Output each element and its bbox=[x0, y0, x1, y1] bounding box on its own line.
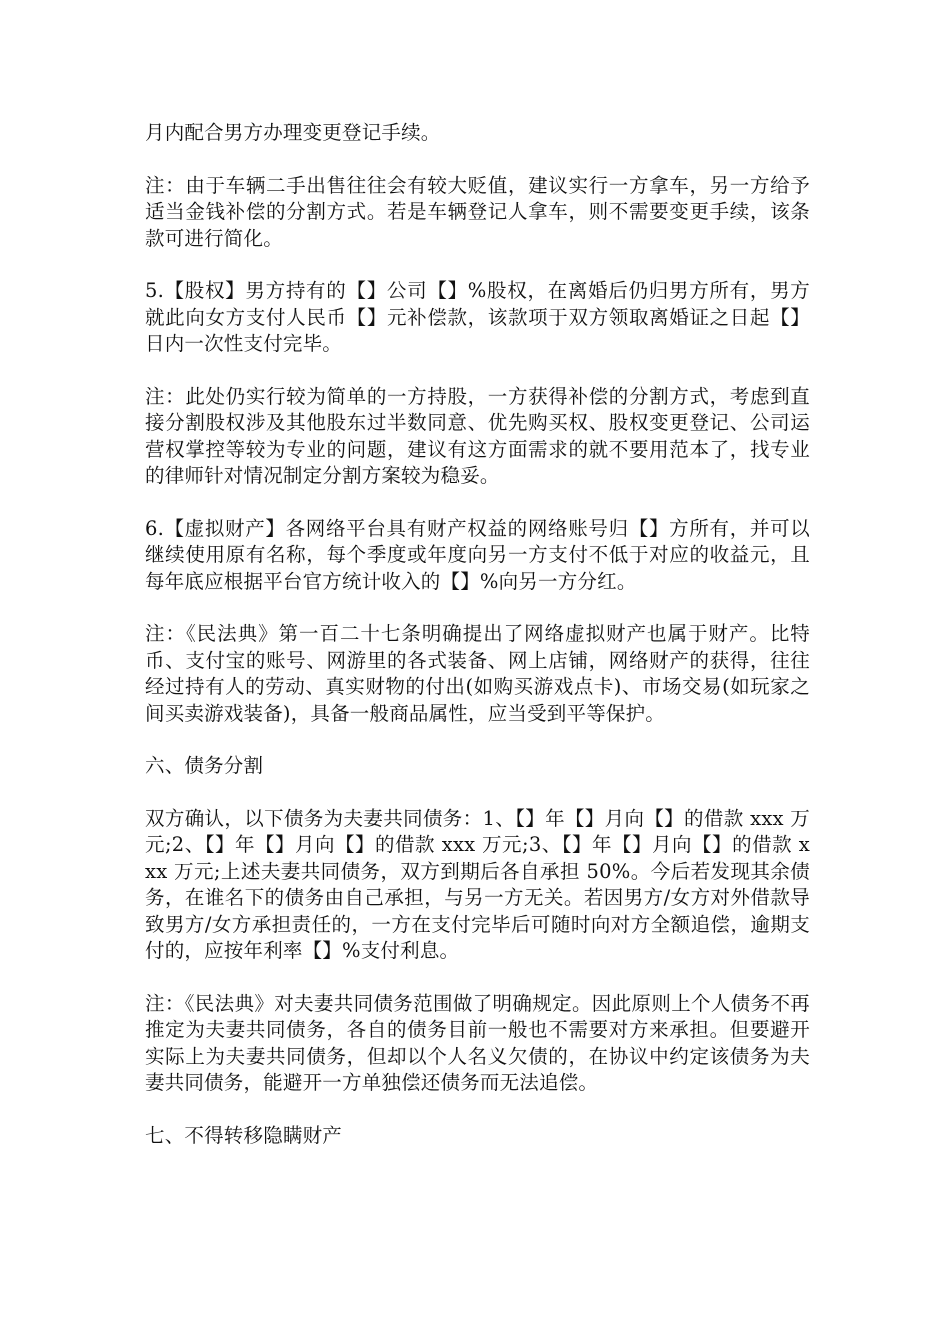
section-heading-no-concealment: 七、不得转移隐瞒财产 bbox=[145, 1123, 343, 1147]
note-equity: 注：此处仍实行较为简单的一方持股，一方获得补偿的分割方式，考虑到直接分割股权涉及其他股东过半数同意、优先购买权、股权变更登记、公司运营权掌控等较为专业的问题，建议有这方面需求的就不要用范本了，找专业的律师针对情况制定分割方案较为稳妥。 bbox=[145, 384, 810, 487]
section-heading-debt-division: 六、债务分割 bbox=[145, 754, 264, 777]
document-page bbox=[145, 120, 810, 1175]
paragraph-vehicle-transfer-end: 月内配合男方办理变更登记手续。 bbox=[145, 121, 441, 144]
note-virtual-property: 注：《民法典》第一百二十七条明确提出了网络虚拟财产也属于财产。比特币、支付宝的账号、网游里的各式装备、网上店铺，网络财产的获得，往往经过持有人的劳动、真实财物的付出(如购买游戏点卡)、市场交易(如玩家之间买卖游戏装备)，具备一般商品属性，应当受到平等保护。 bbox=[145, 622, 810, 725]
note-vehicle: 注：由于车辆二手出售往往会有较大贬值，建议实行一方拿车，另一方给予适当金钱补偿的分割方式。若是车辆登记人拿车，则不需要变更手续，该条款可进行简化。 bbox=[145, 173, 810, 250]
clause-equity: 5.【股权】男方持有的【】公司【】%股权，在离婚后仍归男方所有，男方就此向女方支付人民币【】元补偿款，该款项于双方领取离婚证之日起【】日内一次性支付完毕。 bbox=[145, 279, 810, 355]
note-joint-debt: 注：《民法典》对夫妻共同债务范围做了明确规定。因此原则上个人债务不再推定为夫妻共同债务，各自的债务目前一般也不需要对方来承担。但要避开实际上为夫妻共同债务，但却以个人名义欠债的，在协议中约定该债务为夫妻共同债务，能避开一方单独偿还债务而无法追偿。 bbox=[145, 991, 810, 1094]
clause-virtual-property: 6.【虚拟财产】各网络平台具有财产权益的网络账号归【】方所有，并可以继续使用原有名称，每个季度或年度向另一方支付不低于对应的收益元，且每年底应根据平台官方统计收入的【】%向另一方分红。 bbox=[145, 516, 810, 593]
clause-joint-debt: 双方确认，以下债务为夫妻共同债务：1、【】年【】月向【】的借款 xxx 万元;2、【】年【】月向【】的借款 xxx 万元;3、【】年【】月向【】的借款 xxx 万元;上述夫妻共同债务，双方到期后各自承担 50%。今后若发现其余债务，在谁名下的债务由自己承担，与另一方无关。若因男方/女方对外借款导致男方/女方承担责任的，一方在支付完毕后可随时向对方全额追偿，逾期支付的，应按年利率【】%支付利息。 bbox=[145, 806, 810, 962]
